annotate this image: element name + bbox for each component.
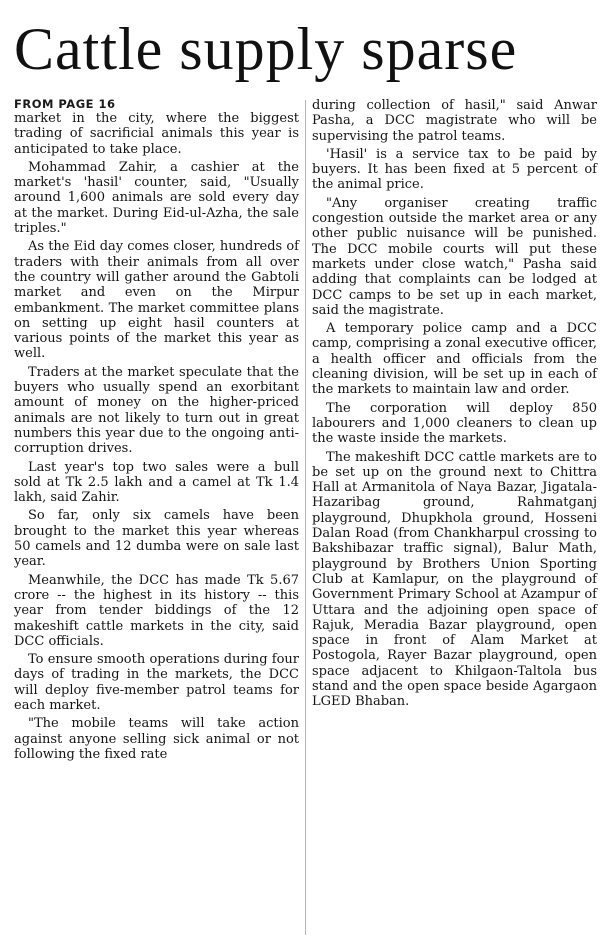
paragraph: during collection of hasil," said Anwar Pasha, a DCC magistrate who will be supervising the patrol teams. [312,98,597,144]
paragraph: The makeshift DCC cattle markets are to be set up on the ground next to Chittra Hall at Armanitola of Naya Bazar, Jigatala-Hazaribag ground, Rahmatganj playground, Dhupkhola ground, Hosseni Dalan Road (from Chankharpul crossing to Bakshibazar traffic signal), Balur Math, playground by Brothers Union Sporting Club at Kamlapur, on the playground of Government Primary School at Azampur of Uttara and the adjoining open space of Rajuk, Meradia Bazar playground, open space in front of Alam Market at Postogola, Rayer Bazar playground, open space adjacent to Khilgaon-Taltola bus stand and the open space beside Agargaon LGED Bhaban. [312,449,597,710]
paragraph: A temporary police camp and a DCC camp, comprising a zonal executive officer, a health officer and officials from the cleaning division, will be set up in each of the markets to maintain law and order. [312,321,597,398]
paragraph: So far, only six camels have been brought to the market this year whereas 50 camels and 12 dumba were on sale last year. [14,508,299,570]
paragraph: The corporation will deploy 850 labourers and 1,000 cleaners to clean up the waste inside the markets. [312,400,597,447]
paragraph: "Any organiser creating traffic congestion outside the market area or any other public nuisance will be punished. The DCC mobile courts will put these markets under close watch," Pasha said adding that complaints can be lodged at DCC camps to be set up in each market, said the magistrate. [312,195,597,318]
jump-line: FROM PAGE 16 [14,97,116,111]
paragraph: Traders at the market speculate that the buyers who usually spend an exorbitant amount of money on the higher-priced animals are not likely to turn out in great numbers this year due to the ongoing anti-corruption drives. [14,364,299,457]
left-column [14,98,299,762]
headline: Cattle supply sparse [14,16,518,82]
paragraph: As the Eid day comes closer, hundreds of traders with their animals from all over the country will gather around the Gabtoli market and even on the Mirpur embankment. The market committee plans on setting up eight hasil counters at various points of the market this year as well. [14,239,299,362]
paragraph: Last year's top two sales were a bull sold at Tk 2.5 lakh and a camel at Tk 1.4 lakh, said Zahir. [14,459,299,506]
paragraph: Mohammad Zahir, a cashier at the market's 'hasil' counter, said, "Usually around 1,600 animals are sold every day at the market. During Eid-ul-Azha, the sale triples." [14,159,299,237]
paragraph: market in the city, where the biggest trading of sacrificial animals this year is anticipated to take place. [14,111,299,157]
paragraph: "The mobile teams will take action against anyone selling sick animal or not following the fixed rate [14,716,299,762]
paragraph: 'Hasil' is a service tax to be paid by buyers. It has been fixed at 5 percent of the animal price. [312,146,597,193]
paragraph: To ensure smooth operations during four days of trading in the markets, the DCC will deploy five-member patrol teams for each market. [14,652,299,713]
column-divider [305,100,306,935]
paragraph: Meanwhile, the DCC has made Tk 5.67 crore -- the highest in its history -- this year from tender biddings of the 12 makeshift cattle markets in the city, said DCC officials. [14,572,299,649]
right-column [312,98,597,710]
